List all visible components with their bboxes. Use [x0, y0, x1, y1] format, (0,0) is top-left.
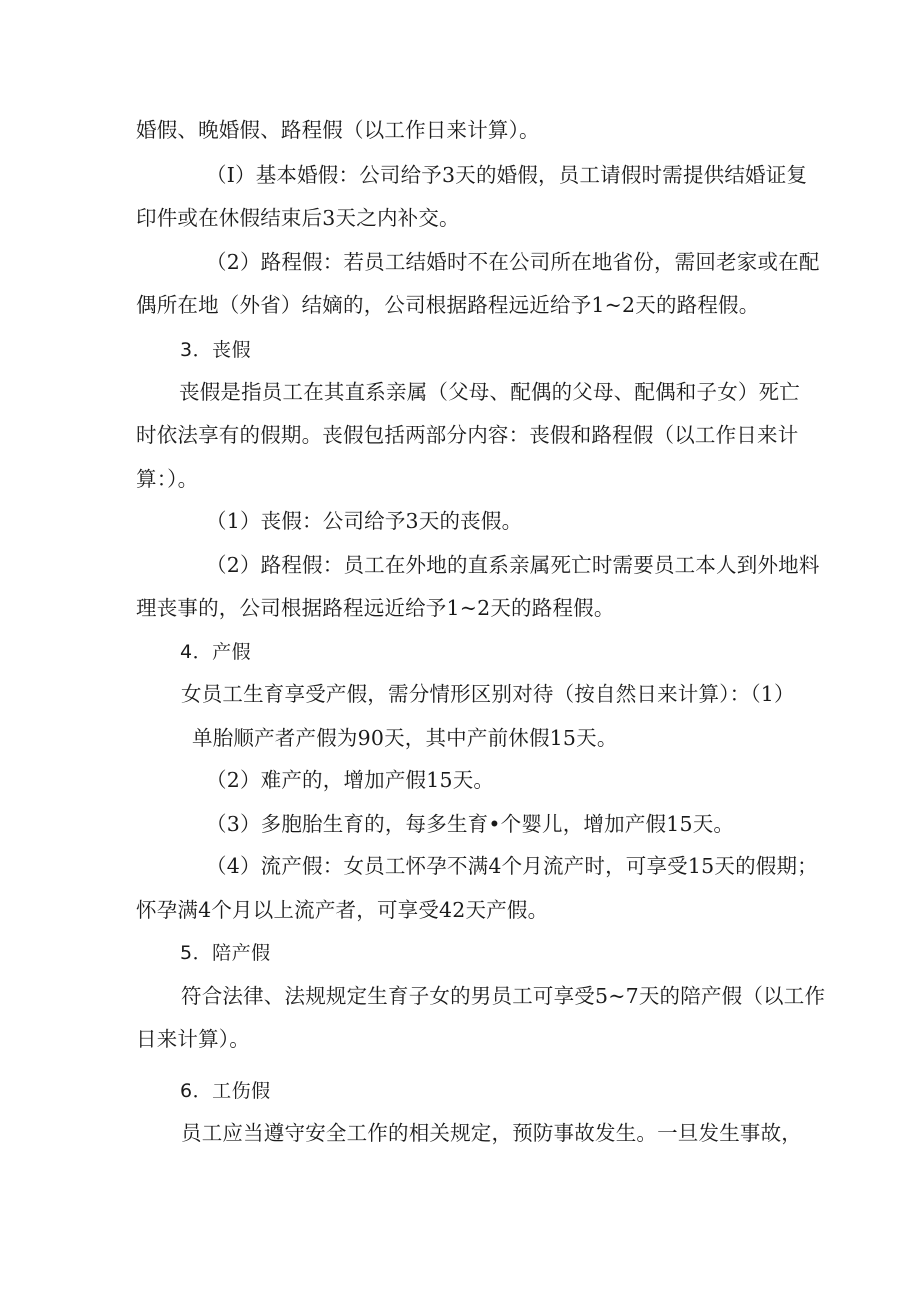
section-heading: 3．丧假 — [180, 339, 252, 361]
paragraph-line: （3）多胞胎生育的，每多生育•个婴儿，增加产假15天。 — [206, 812, 735, 836]
paragraph-line: 单胎顺产者产假为90天，其中产前休假15天。 — [192, 726, 618, 750]
section-heading: 4．产假 — [180, 641, 252, 663]
paragraph-line: （2）路程假：若员工结婚时不在公司所在地省份，需回老家或在配 — [206, 250, 820, 274]
paragraph-line: 女员工生育享受产假，需分情形区别对待（按自然日来计算）：（1） — [181, 682, 795, 706]
paragraph-line: （I）基本婚假：公司给予3天的婚假，员工请假时需提供结婚证复 — [206, 163, 808, 187]
section-heading: 6．工伤假 — [180, 1080, 271, 1102]
paragraph-line: 算：）。 — [136, 467, 199, 491]
paragraph-line: 婚假、晚婚假、路程假（以工作日来计算）。 — [136, 118, 540, 142]
paragraph-line: 日来计算）。 — [136, 1027, 250, 1051]
paragraph-line: （4）流产假：女员工怀孕不满4个月流产时，可享受15天的假期； — [206, 854, 818, 878]
paragraph-line: 丧假是指员工在其直系亲属（父母、配偶的父母、配偶和子女）死亡 — [179, 380, 800, 404]
paragraph-line: 员工应当遵守安全工作的相关规定，预防事故发生。一旦发生事故， — [181, 1121, 802, 1145]
section-heading: 5．陪产假 — [180, 942, 271, 964]
paragraph-line: （2）路程假：员工在外地的直系亲属死亡时需要员工本人到外地料 — [206, 553, 820, 577]
paragraph-line: 符合法律、法规规定生育子女的男员工可享受5~7天的陪产假（以工作 — [181, 984, 826, 1008]
paragraph-line: 理丧事的，公司根据路程远近给予1~2天的路程假。 — [136, 596, 615, 620]
paragraph-line: 印件或在休假结束后3天之内补交。 — [136, 206, 460, 230]
paragraph-line: 怀孕满4个月以上流产者，可享受42天产假。 — [136, 898, 549, 922]
paragraph-line: （2）难产的，增加产假15天。 — [206, 768, 495, 792]
paragraph-line: 偶所在地（外省）结嫡的，公司根据路程远近给予1~2天的路程假。 — [136, 293, 760, 317]
paragraph-line: 时依法享有的假期。丧假包括两部分内容：丧假和路程假（以工作日来计 — [136, 423, 799, 447]
paragraph-line: （1）丧假：公司给予3天的丧假。 — [206, 509, 523, 533]
